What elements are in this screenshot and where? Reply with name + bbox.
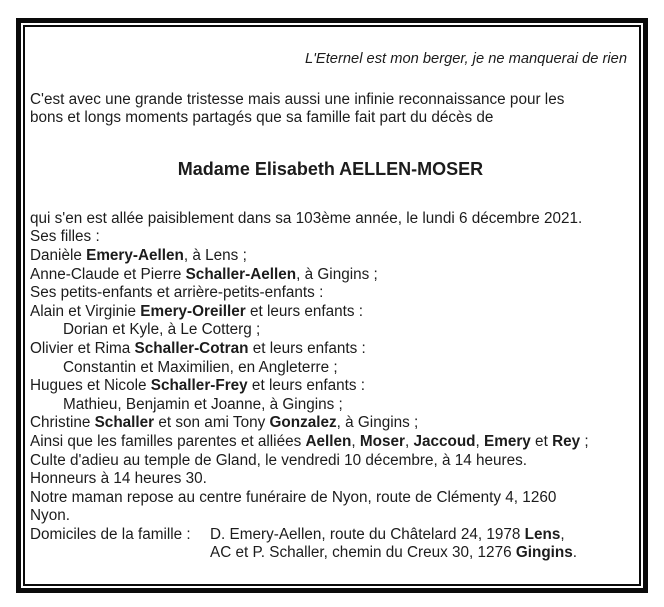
- deceased-name-title: Madame Elisabeth AELLEN-MOSER: [177, 158, 484, 179]
- text-segment: Culte d'adieu au temple de Gland, le vendredi 10 décembre, à 14 heures.: [30, 451, 527, 469]
- domiciles-row: [30, 526, 631, 563]
- inner-border-frame: [23, 25, 641, 586]
- text-segment: Alain et Virginie: [30, 302, 141, 320]
- text-segment: Ses petits-enfants et arrière-petits-enfants :: [30, 284, 324, 302]
- bold-text-segment: Emery: [484, 432, 531, 450]
- text-line: [30, 266, 631, 285]
- text-line: [210, 544, 631, 563]
- bold-text-segment: Schaller: [94, 414, 155, 432]
- text-segment: ,: [404, 432, 414, 450]
- text-line: [30, 507, 631, 526]
- text-segment: AC et P. Schaller, chemin du Creux 30, 1276: [210, 544, 516, 562]
- text-segment: et leurs enfants :: [248, 339, 366, 357]
- text-segment: Danièle: [30, 246, 87, 264]
- text-line: [30, 284, 631, 303]
- bold-text-segment: Emery-Aellen: [86, 246, 184, 264]
- bold-text-segment: Gingins: [515, 544, 573, 562]
- text-segment: et leurs enfants :: [247, 377, 366, 395]
- announcement-lines: [30, 210, 631, 526]
- text-segment: .: [572, 544, 578, 562]
- text-segment: Dorian et Kyle, à Le Cotterg ;: [63, 321, 261, 339]
- text-segment: Olivier et Rima: [30, 339, 135, 357]
- bold-text-segment: Gonzalez: [269, 414, 337, 432]
- bold-text-segment: Aellen: [305, 432, 352, 450]
- announcement-content: [25, 27, 639, 584]
- text-line: [30, 210, 631, 229]
- text-segment: Christine: [30, 414, 95, 432]
- text-segment: ,: [351, 432, 360, 450]
- text-segment: Nyon.: [30, 507, 70, 525]
- epigraph-verse: L'Eternel est mon berger, je ne manquerai de rien: [304, 51, 627, 67]
- text-segment: et son ami Tony: [154, 414, 270, 432]
- text-segment: Anne-Claude et Pierre: [30, 265, 186, 283]
- text-segment: qui s'en est allée paisiblement dans sa 103ème année, le lundi 6 décembre 2021.: [30, 209, 583, 227]
- bold-text-segment: Schaller-Cotran: [134, 339, 249, 357]
- text-line: [30, 340, 631, 359]
- text-line: [30, 359, 631, 378]
- text-segment: et leurs enfants :: [245, 302, 364, 320]
- text-segment: , à Gingins ;: [336, 414, 419, 432]
- text-line: [30, 452, 631, 471]
- text-segment: et: [530, 432, 553, 450]
- text-line: [30, 396, 631, 415]
- text-segment: Hugues et Nicole: [30, 377, 151, 395]
- text-segment: ,: [560, 525, 565, 543]
- text-line: [30, 377, 631, 396]
- domiciles-addresses: [210, 526, 631, 563]
- text-segment: , à Lens ;: [183, 246, 247, 264]
- text-segment: ,: [475, 432, 485, 450]
- text-line: [30, 489, 631, 508]
- text-line: [30, 433, 631, 452]
- text-line: [30, 470, 631, 489]
- bold-text-segment: Moser: [359, 432, 405, 450]
- outer-border-frame: [16, 18, 648, 593]
- text-segment: D. Emery-Aellen, route du Châtelard 24, 1978: [210, 525, 525, 543]
- text-segment: Ses filles :: [30, 228, 100, 246]
- text-line: [30, 414, 631, 433]
- domiciles-label: Domiciles de la famille :: [30, 525, 191, 543]
- text-segment: Mathieu, Benjamin et Joanne, à Gingins ;: [63, 395, 343, 413]
- text-segment: ;: [580, 432, 589, 450]
- bold-text-segment: Emery-Oreiller: [140, 302, 246, 320]
- bold-text-segment: Schaller-Aellen: [185, 265, 297, 283]
- text-segment: Ainsi que les familles parentes et alliées: [30, 432, 306, 450]
- text-segment: , à Gingins ;: [296, 265, 378, 283]
- bold-text-segment: Jaccoud: [413, 432, 476, 450]
- text-segment: Honneurs à 14 heures 30.: [30, 470, 207, 488]
- text-line: [30, 303, 631, 322]
- bold-text-segment: Rey: [552, 432, 581, 450]
- bold-text-segment: Lens: [524, 525, 561, 543]
- text-line: [30, 321, 631, 340]
- text-line: bons et longs moments partagés que sa famille fait part du décès de: [30, 109, 494, 127]
- text-segment: Notre maman repose au centre funéraire de Nyon, route de Clémenty 4, 1260: [30, 488, 557, 506]
- text-line: [30, 228, 631, 247]
- intro-paragraph: [30, 91, 631, 128]
- text-line: C'est avec une grande tristesse mais aussi une infinie reconnaissance pour les: [30, 90, 565, 108]
- text-line: [30, 247, 631, 266]
- text-line: [210, 526, 631, 545]
- text-segment: Constantin et Maximilien, en Angleterre ;: [63, 358, 338, 376]
- bold-text-segment: Schaller-Frey: [150, 377, 248, 395]
